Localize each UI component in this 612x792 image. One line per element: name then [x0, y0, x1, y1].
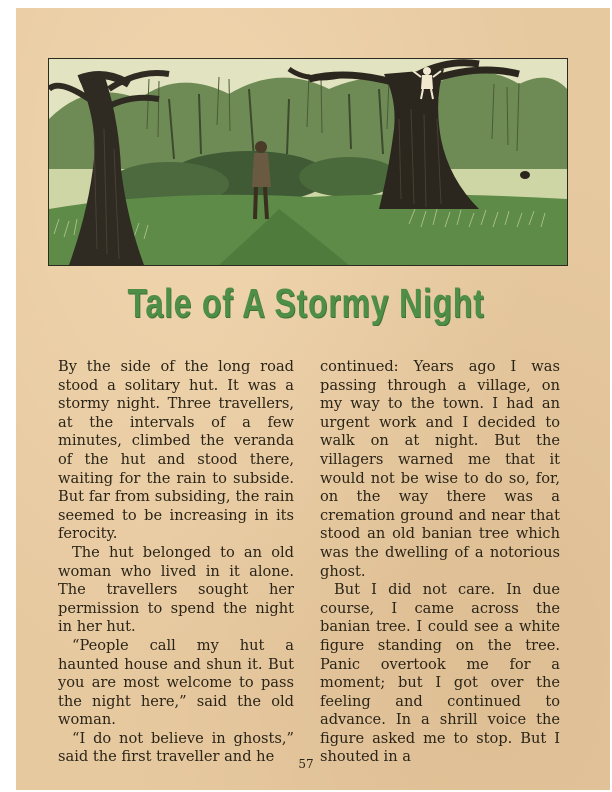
text-column-right: [320, 358, 560, 767]
paragraph: The hut belonged to an old woman who lived in it alone. The travellers sought her permission to spend the night in her hut.: [58, 543, 294, 636]
forest-scene-illustration: [48, 58, 568, 266]
story-title: Tale of A Stormy Night: [127, 280, 485, 326]
paragraph: “People call my hut a haunted house and shun it. But you are most welcome to pass the night here,” said the old woman.: [58, 636, 294, 729]
paragraph: But I did not care. In due course, I came across the banian tree. I could see a white figure standing on the tree. Panic overtook me for a moment; but I got over the feeling and continued to advance. In a shrill voice the figure asked me to stop. But I shouted in a: [320, 581, 560, 766]
paragraph: continued: Years ago I was passing through a village, on my way to the town. I had an urgent work and I decided to walk on at night. But the villagers warned me that it would not be wise to do so, for, on the way there was a cremation ground and near that stood an old banian tree which was the dwelling of a notorious ghost.: [320, 358, 560, 580]
paragraph: By the side of the long road stood a solitary hut. It was a stormy night. Three travellers, at the intervals of a few minutes, climbed the veranda of the hut and stood there, waiting for the rain to subside. But far from subsiding, the rain seemed to be increasing in its ferocity.: [58, 358, 294, 543]
text-column-left: [58, 358, 294, 767]
paragraph: “I do not believe in ghosts,” said the first traveller and he: [58, 729, 294, 766]
page-number: 57: [298, 757, 314, 771]
